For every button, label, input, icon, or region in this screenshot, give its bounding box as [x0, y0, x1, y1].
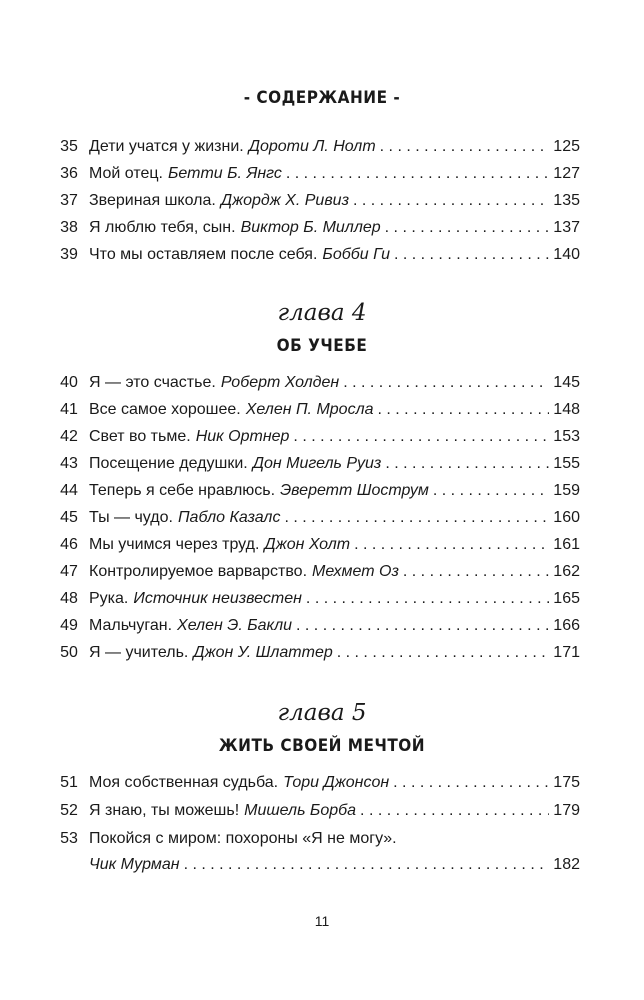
dot-leader [403, 559, 549, 585]
toc-entry [52, 559, 580, 585]
dot-leader [393, 770, 549, 796]
toc-entry [52, 586, 580, 612]
entry-author: Дон Мигель Руиз [252, 455, 382, 472]
entry-author: Виктор Б. Миллер [240, 219, 381, 236]
toc-entry [52, 188, 580, 214]
entry-number: 47 [60, 563, 78, 580]
entry-number: 37 [60, 192, 78, 209]
entry-page: 155 [553, 455, 580, 472]
toc-entry [52, 505, 580, 531]
entry-page: 160 [553, 509, 580, 526]
dot-leader [360, 798, 549, 824]
entry-author: Эверетт Шострум [280, 482, 429, 499]
toc-entry [52, 798, 580, 824]
entry-page: 182 [553, 856, 580, 873]
entry-number: 46 [60, 536, 78, 553]
dot-leader [293, 424, 549, 450]
toc-entry [52, 478, 580, 504]
entry-page: 162 [553, 563, 580, 580]
toc-entry [52, 451, 580, 477]
entry-page: 137 [553, 219, 580, 236]
entry-page: 153 [553, 428, 580, 445]
toc-entry [52, 613, 580, 639]
entry-author: Пабло Казалс [177, 509, 281, 526]
entry-author: Тори Джонсон [283, 774, 390, 791]
toc-entry [52, 640, 580, 666]
entry-author: Джордж Х. Ривиз [220, 192, 349, 209]
dot-leader [306, 586, 549, 612]
entry-title: Что мы оставляем после себя. [89, 246, 318, 263]
toc-entry [52, 424, 580, 450]
dot-leader [343, 370, 549, 396]
entry-title: Моя собственная судьба. [89, 774, 279, 791]
dot-leader [394, 242, 549, 268]
chapter-4-script-heading: глава 4 [277, 300, 367, 326]
toc-entry [52, 826, 580, 878]
entry-title: Мальчуган. [89, 617, 173, 634]
entry-number: 52 [60, 802, 78, 819]
entry-page: 166 [553, 617, 580, 634]
entry-number: 40 [60, 374, 78, 391]
entry-title: Мой отец. [89, 165, 163, 182]
entry-author: Мехмет Оз [312, 563, 399, 580]
entry-page: 145 [553, 374, 580, 391]
toc-entry [52, 770, 580, 796]
entry-title: Я — учитель. [89, 644, 189, 661]
toc-entry [52, 370, 580, 396]
entry-title: Я люблю тебя, сын. [89, 219, 236, 236]
entry-page: 140 [553, 246, 580, 263]
entry-title: Рука. [89, 590, 129, 607]
dot-leader [378, 397, 550, 423]
dot-leader [286, 161, 549, 187]
toc-entry [52, 242, 580, 268]
entry-author: Роберт Холден [220, 374, 340, 391]
entry-author: Источник неизвестен [133, 590, 302, 607]
entry-author: Чик Мурман [89, 856, 180, 873]
entry-page: 135 [553, 192, 580, 209]
entry-title: Теперь я себе нравлюсь. [89, 482, 276, 499]
entry-title: Звериная школа. [89, 192, 216, 209]
dot-leader [353, 188, 549, 214]
entry-number: 51 [60, 774, 78, 791]
entry-page: 159 [553, 482, 580, 499]
entry-number: 50 [60, 644, 78, 661]
dot-leader [385, 215, 550, 241]
entry-title: Посещение дедушки. [89, 455, 248, 472]
entry-author: Дороти Л. Нолт [248, 138, 376, 155]
entry-number: 36 [60, 165, 78, 182]
entry-author: Бобби Ги [322, 246, 390, 263]
entry-author: Бетти Б. Янгс [168, 165, 282, 182]
toc-entry [52, 532, 580, 558]
entry-author: Мишель Борба [244, 802, 357, 819]
toc-entry [52, 215, 580, 241]
chapter-5-title: ЖИТЬ СВОЕЙ МЕЧТОЙ [218, 736, 426, 756]
entry-number: 48 [60, 590, 78, 607]
dot-leader [380, 134, 550, 160]
entry-title: Мы учимся через труд. [89, 536, 260, 553]
page-number: 11 [314, 913, 330, 929]
entry-page: 127 [553, 165, 580, 182]
dot-leader [385, 451, 549, 477]
entry-title: Контролируемое варварство. [89, 563, 308, 580]
entry-page: 175 [553, 774, 580, 791]
dot-leader [296, 613, 549, 639]
entry-title: Дети учатся у жизни. [89, 138, 244, 155]
dot-leader [284, 505, 549, 531]
toc-header: - СОДЕРЖАНИЕ - [243, 88, 401, 108]
entry-author: Ник Ортнер [195, 428, 290, 445]
dot-leader [337, 640, 550, 666]
entry-author: Хелен Э. Бакли [177, 617, 293, 634]
entry-page: 161 [553, 536, 580, 553]
entry-title: Покойся с миром: похороны «Я не могу». [89, 830, 397, 847]
entry-number: 49 [60, 617, 78, 634]
entry-number: 53 [60, 830, 78, 847]
entry-author: Джон У. Шлаттер [193, 644, 333, 661]
chapter-5-script-heading: глава 5 [277, 700, 367, 726]
toc-entry [52, 397, 580, 423]
entry-number: 44 [60, 482, 78, 499]
entry-title: Свет во тьме. [89, 428, 191, 445]
dot-leader [184, 852, 550, 878]
entry-number: 35 [60, 138, 78, 155]
entry-title: Ты — чудо. [89, 509, 173, 526]
entry-page: 125 [553, 138, 580, 155]
toc-entry [52, 134, 580, 160]
entry-number: 45 [60, 509, 78, 526]
entry-title: Все самое хорошее. [89, 401, 241, 418]
entry-page: 171 [553, 644, 580, 661]
chapter-4-title: ОБ УЧЕБЕ [276, 336, 368, 356]
entry-number: 41 [60, 401, 78, 418]
entry-number: 42 [60, 428, 78, 445]
entry-author: Джон Холт [264, 536, 351, 553]
entry-author: Хелен П. Мросла [245, 401, 374, 418]
entry-number: 38 [60, 219, 78, 236]
entry-title: Я — это счастье. [89, 374, 216, 391]
dot-leader [354, 532, 549, 558]
toc-entry [52, 161, 580, 187]
entry-page: 179 [553, 802, 580, 819]
entry-page: 165 [553, 590, 580, 607]
entry-page: 148 [553, 401, 580, 418]
dot-leader [433, 478, 549, 504]
entry-number: 39 [60, 246, 78, 263]
entry-number: 43 [60, 455, 78, 472]
entry-title: Я знаю, ты можешь! [89, 802, 240, 819]
